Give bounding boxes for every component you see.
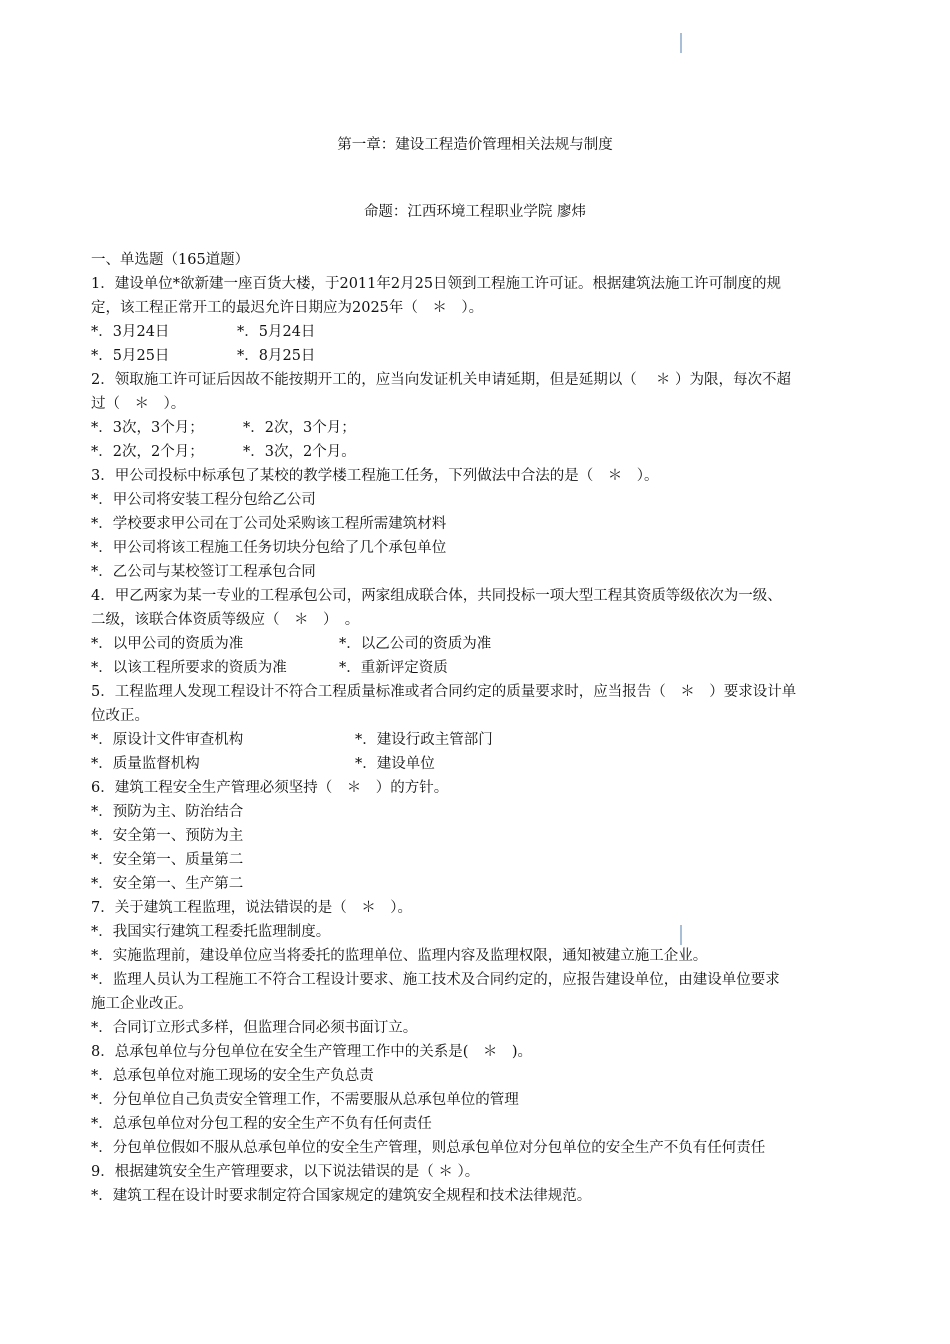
option-b: *．2次，3个月； [243, 420, 356, 436]
options-row [91, 752, 861, 776]
options-row [91, 416, 861, 440]
option-a: *．建筑工程在设计时要求制定符合国家规定的建筑安全规程和技术法律规范。 [91, 1188, 592, 1204]
option-c: *．5月25日 [91, 348, 170, 364]
section-heading: 一、单选题（165道题） [91, 252, 250, 268]
question-1-line-2: 定，该工程正常开工的最迟允许日期应为2025年（ ＊ ）。 [91, 300, 484, 316]
option-d: *．合同订立形式多样，但监理合同必须书面订立。 [91, 1020, 418, 1036]
option-c: *．2次，2个月； [91, 444, 204, 460]
chapter-title: 第一章：建设工程造价管理相关法规与制度 [337, 137, 613, 153]
options-row [91, 728, 861, 752]
option-a: *．甲公司将安装工程分包给乙公司 [91, 492, 316, 508]
question-5-line-2: 位改正。 [91, 708, 149, 724]
option-a: *．我国实行建筑工程委托监理制度。 [91, 924, 331, 940]
option-b: *．建设行政主管部门 [355, 732, 493, 748]
option-b: *．安全第一、预防为主 [91, 828, 244, 844]
option-b: *．实施监理前，建设单位应当将委托的监理单位、监理内容及监理权限，通知被建立施工企业。 [91, 948, 708, 964]
option-a: *．3次，3个月； [91, 420, 204, 436]
option-c: *．质量监督机构 [91, 756, 200, 772]
option-c: *．安全第一、质量第二 [91, 852, 244, 868]
option-b: *．以乙公司的资质为准 [339, 636, 492, 652]
question-8-line-1: 8．总承包单位与分包单位在安全生产管理工作中的关系是( ＊ )。 [91, 1044, 533, 1060]
option-c: *．总承包单位对分包工程的安全生产不负有任何责任 [91, 1116, 432, 1132]
option-a: *．预防为主、防治结合 [91, 804, 244, 820]
option-d: *．重新评定资质 [339, 660, 448, 676]
options-row [91, 632, 861, 656]
options-row [91, 320, 861, 344]
author-line: 命题：江西环境工程职业学院 廖炜 [363, 204, 587, 220]
question-3-line-1: 3．甲公司投标中标承包了某校的教学楼工程施工任务，下列做法中合法的是（ ＊ ）。 [91, 468, 659, 484]
question-1-line-1: 1．建设单位*欲新建一座百货大楼，于2011年2月25日领到工程施工许可证。根据建筑法施工许可制度的规 [91, 276, 782, 292]
options-row [91, 656, 861, 680]
option-a: *．总承包单位对施工现场的安全生产负总责 [91, 1068, 374, 1084]
question-6-line-1: 6．建筑工程安全生产管理必须坚持（ ＊ ）的方针。 [91, 780, 449, 796]
question-body [91, 248, 861, 1208]
option-b: *．学校要求甲公司在丁公司处采购该工程所需建筑材料 [91, 516, 447, 532]
option-c-line-2: 施工企业改正。 [91, 996, 193, 1012]
option-d: *．分包单位假如不服从总承包单位的安全生产管理，则总承包单位对分包单位的安全生产不负有任何责任 [91, 1140, 766, 1156]
question-4-line-2: 二级，该联合体资质等级应（ ＊ ） 。 [91, 612, 360, 628]
question-5-line-1: 5．工程监理人发现工程设计不符合工程质量标准或者合同约定的质量要求时，应当报告（ ＊ ）要求设计单 [91, 684, 797, 700]
option-c: *．以该工程所要求的资质为准 [91, 660, 287, 676]
question-2-line-2: 过（ ＊ ）。 [91, 396, 186, 412]
question-4-line-1: 4．甲乙两家为某一专业的工程承包公司，两家组成联合体，共同投标一项大型工程其资质等级依次为一级、 [91, 588, 782, 604]
option-d: *．3次，2个月。 [243, 444, 356, 460]
question-2-line-1: 2．领取施工许可证后因故不能按期开工的，应当向发证机关申请延期，但是延期以（ ＊ ）为限，每次不超 [91, 372, 791, 388]
option-d: *．安全第一、生产第二 [91, 876, 244, 892]
option-b: *．分包单位自己负责安全管理工作，不需要服从总承包单位的管理 [91, 1092, 519, 1108]
option-c-line-1: *．监理人员认为工程施工不符合工程设计要求、施工技术及合同约定的，应报告建设单位，由建设单位要求 [91, 972, 780, 988]
options-row [91, 344, 861, 368]
option-b: *．5月24日 [237, 324, 316, 340]
options-row [91, 440, 861, 464]
option-d: *．建设单位 [355, 756, 435, 772]
question-7-line-1: 7．关于建筑工程监理，说法错误的是（ ＊ ）。 [91, 900, 412, 916]
option-d: *．乙公司与某校签订工程承包合同 [91, 564, 316, 580]
option-a: *．3月24日 [91, 324, 170, 340]
option-d: *．8月25日 [237, 348, 316, 364]
option-a: *．以甲公司的资质为准 [91, 636, 244, 652]
option-a: *．原设计文件审查机构 [91, 732, 244, 748]
option-c: *．甲公司将该工程施工任务切块分包给了几个承包单位 [91, 540, 447, 556]
cursor-mark [680, 33, 682, 53]
question-9-line-1: 9．根据建筑安全生产管理要求，以下说法错误的是（ ＊ ）。 [91, 1164, 480, 1180]
